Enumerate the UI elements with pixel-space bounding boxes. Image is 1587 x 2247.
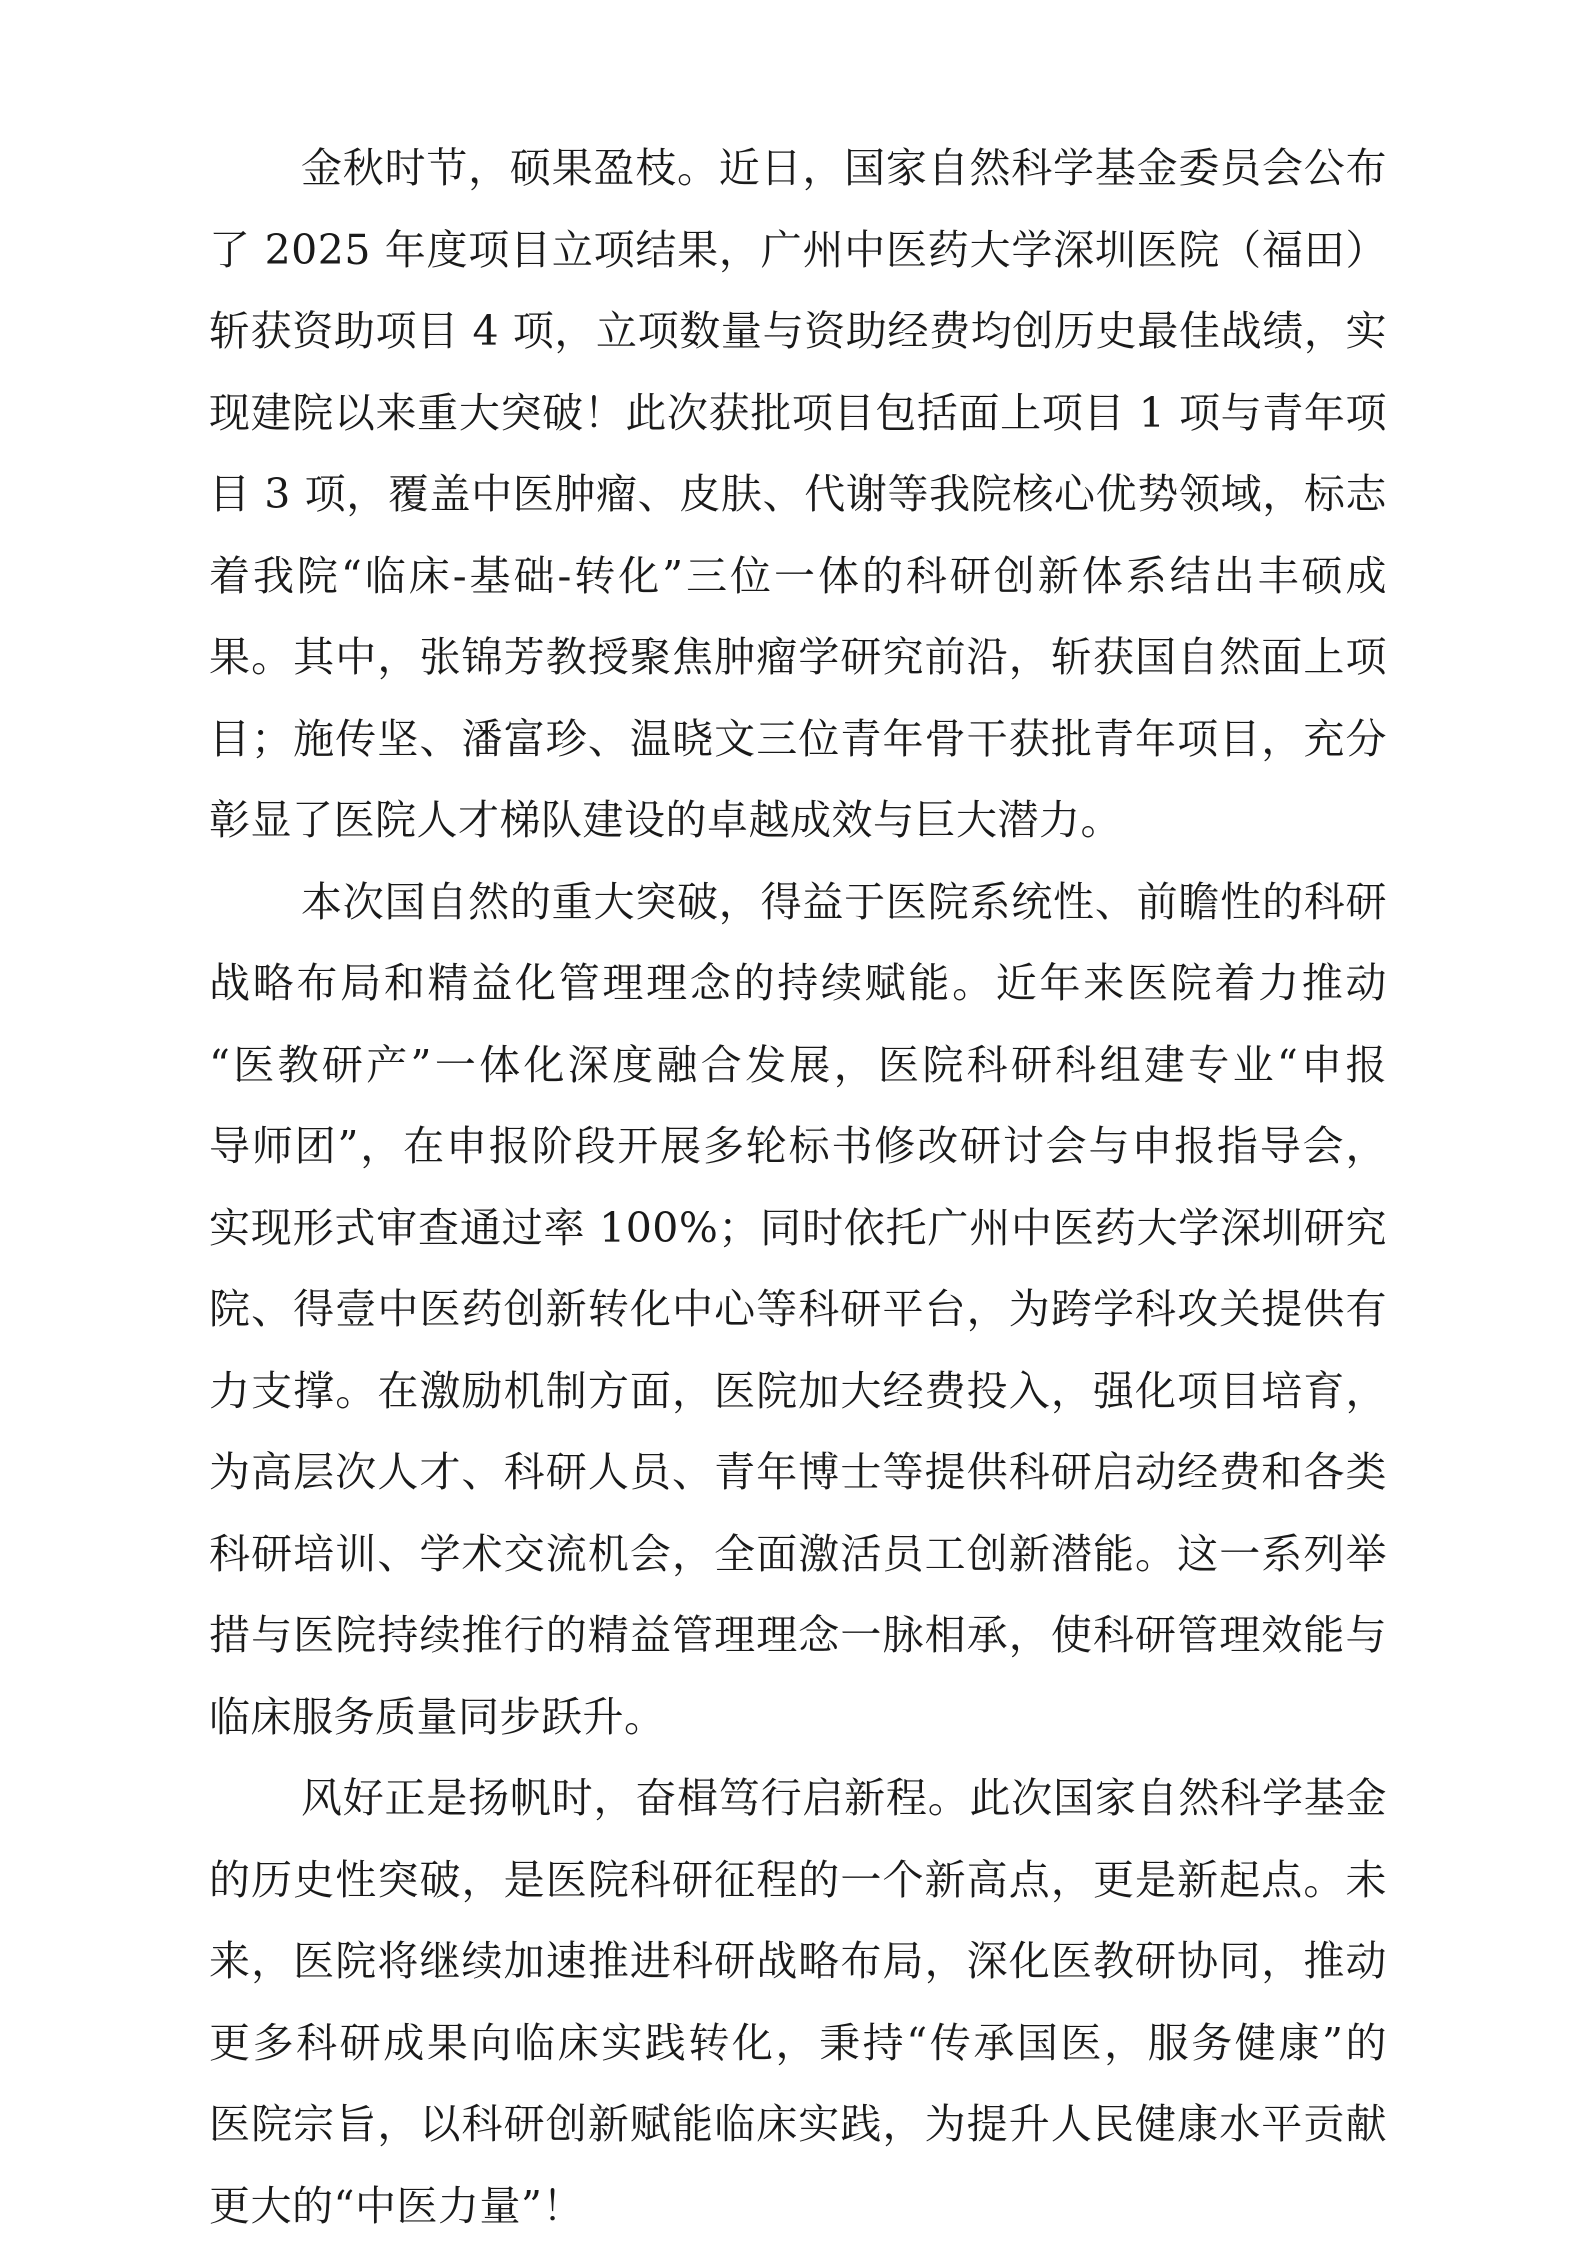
text-line: 为高层次人才、科研人员、青年博士等提供科研启动经费和各类: [209, 1432, 1387, 1514]
text-line: 风好正是扬帆时，奋楫笃行启新程。此次国家自然科学基金: [209, 1758, 1387, 1840]
text-line: 临床服务质量同步跃升。: [209, 1677, 1387, 1759]
text-line: 科研培训、学术交流机会，全面激活员工创新潜能。这一系列举: [209, 1514, 1387, 1596]
text-line: 实现形式审查通过率 100%；同时依托广州中医药大学深圳研究: [209, 1188, 1387, 1270]
text-line: 措与医院持续推行的精益管理理念一脉相承，使科研管理效能与: [209, 1595, 1387, 1677]
text-line: 更多科研成果向临床实践转化，秉持“传承国医，服务健康”的: [209, 2003, 1387, 2085]
text-line: 医院宗旨，以科研创新赋能临床实践，为提升人民健康水平贡献: [209, 2084, 1387, 2166]
text-line: 金秋时节，硕果盈枝。近日，国家自然科学基金委员会公布: [209, 128, 1387, 210]
text-line: “医教研产”一体化深度融合发展，医院科研科组建专业“申报: [209, 1025, 1387, 1107]
text-line: 来，医院将继续加速推进科研战略布局，深化医教研协同，推动: [209, 1921, 1387, 2003]
text-line: 目；施传坚、潘富珍、温晓文三位青年骨干获批青年项目，充分: [209, 699, 1387, 781]
text-line: 力支撑。在激励机制方面，医院加大经费投入，强化项目培育，: [209, 1351, 1387, 1433]
text-line: 了 2025 年度项目立项结果，广州中医药大学深圳医院（福田）: [209, 210, 1387, 292]
text-line: 着我院“临床-基础-转化”三位一体的科研创新体系结出丰硕成: [209, 536, 1387, 618]
text-line: 斩获资助项目 4 项，立项数量与资助经费均创历史最佳战绩，实: [209, 291, 1387, 373]
text-line: 导师团”，在申报阶段开展多轮标书修改研讨会与申报指导会，: [209, 1106, 1387, 1188]
text-line: 果。其中，张锦芳教授聚焦肿瘤学研究前沿，斩获国自然面上项: [209, 617, 1387, 699]
text-line: 本次国自然的重大突破，得益于医院系统性、前瞻性的科研: [209, 862, 1387, 944]
text-line: 的历史性突破，是医院科研征程的一个新高点，更是新起点。未: [209, 1840, 1387, 1922]
document-body: [209, 128, 1387, 2247]
paragraph-1: [209, 128, 1387, 862]
text-line: 彰显了医院人才梯队建设的卓越成效与巨大潜力。: [209, 780, 1387, 862]
text-line: 现建院以来重大突破！此次获批项目包括面上项目 1 项与青年项: [209, 373, 1387, 455]
text-line: 院、得壹中医药创新转化中心等科研平台，为跨学科攻关提供有: [209, 1269, 1387, 1351]
text-line: 战略布局和精益化管理理念的持续赋能。近年来医院着力推动: [209, 943, 1387, 1025]
text-line: 目 3 项，覆盖中医肿瘤、皮肤、代谢等我院核心优势领域，标志: [209, 454, 1387, 536]
text-line: 更大的“中医力量”！: [209, 2166, 1387, 2247]
paragraph-2: [209, 862, 1387, 1759]
